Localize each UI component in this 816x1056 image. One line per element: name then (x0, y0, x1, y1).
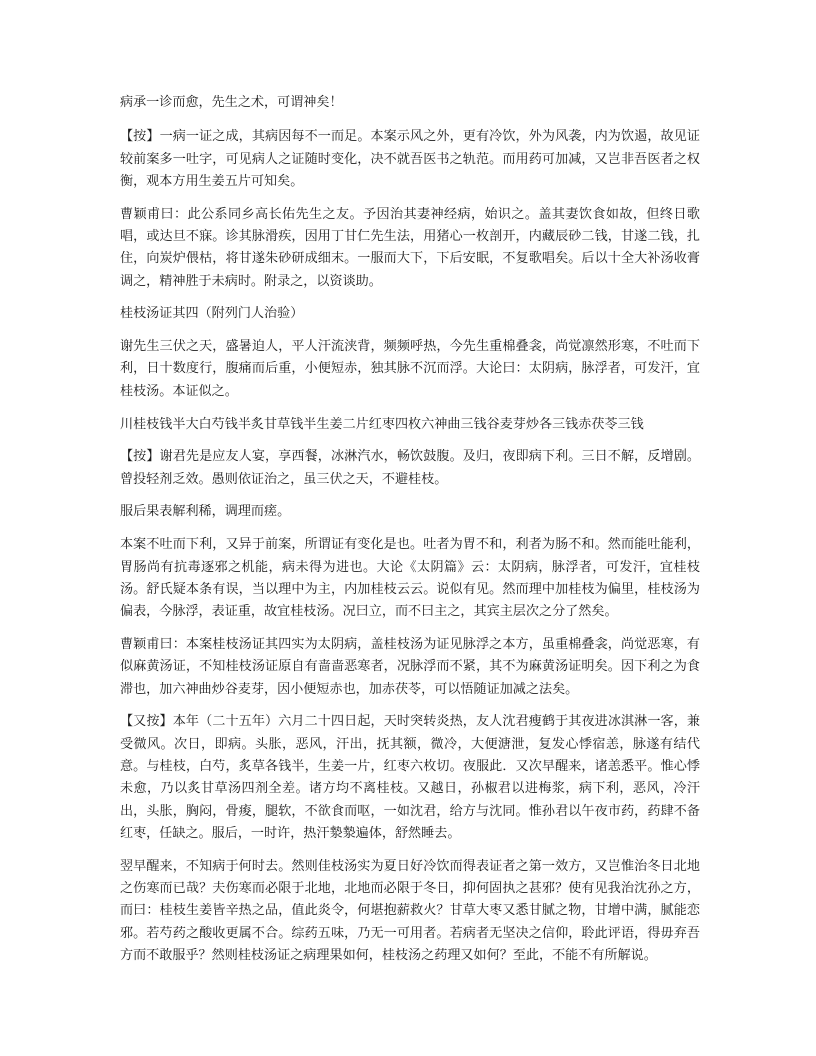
paragraph-text: 一病一证之成，其病因每不一而足。本案示风之外，更有冷饮，外为风袭，内为饮遏，故见证较前案多一吐字，可见病人之证随时变化，决不就吾医书之轨范。而用药可加减，又岂非吾医者之权衡，观本方用生姜五片可知矣。 (120, 129, 701, 189)
paragraph-9 (120, 534, 700, 623)
paragraph-4-section-heading (120, 303, 700, 325)
paragraph-text: 病承一诊而愈，先生之术，可谓神矣！ (120, 95, 343, 110)
paragraph-6-prescription (120, 414, 700, 436)
paragraph-2 (120, 126, 700, 193)
paragraph-text: 曹颖甫曰：此公系同乡高长佑先生之友。予因治其妻神经病，始识之。盖其妻饮食如故，但终日歌唱，或达旦不寐。诊其脉滑疾，因用丁甘仁先生法，用猪心一枚剖开，内藏辰砂二钱，甘遂二钱，扎住，向炭炉偎枯，将甘遂朱砂研成细末。一服而大下，下后安眠，不复歌唱矣。后以十全大补汤收膏调之，精神胜于未病时。附录之，以资谈助。 (120, 206, 700, 289)
paragraph-1 (120, 92, 700, 114)
paragraph-label: 【又按】 (120, 714, 173, 730)
paragraph-text: 本年（二十五年）六月二十四日起，天时突转炎热，友人沈君瘦鹤于其夜进冰淇淋一客，兼受微风。次日，即病。头胀，恶风，汗出，抚其额，微冷，大便溏泄，复发心悸宿恙，脉遂有结代意。与桂枝，白芍，炙草各钱半，生姜一片，红枣六枚切。夜服此．又次早醒来，诸恙悉平。惟心悸未愈，乃以炙甘草汤四剂全差。诸方均不离桂枝。又越日，孙椒君以进梅浆，病下利，恶风，冷汗出，头胀，胸闷，骨痠，腿软，不欲食而呕，一如沈君，给方与沈同。惟孙君以午夜市药，药肆不备红枣，任缺之。服后，一时许，热汗漐漐遍体，舒然睡去。 (120, 714, 701, 841)
paragraph-text: 谢先生三伏之天，盛暑迫人，平人汗流浃背，频频呼热，今先生重棉叠衾，尚觉凛然形寒，不吐而下利，日十数度行，腹痛而后重，小便短赤，独其脉不沉而浮。大论曰：太阴病，脉浮者，可发汗，宜桂枝汤。本证似之。 (120, 339, 700, 399)
paragraph-text: 本案不吐而下利，又异于前案，所谓证有变化是也。吐者为胃不和，利者为肠不和。然而能吐能利，胃肠尚有抗毒逐邪之机能，病未得为进也。大论《太阴篇》云：太阴病，脉浮者，可发汗，宜桂枝汤。舒氏疑本条有误，当以理中为主，内加桂枝云云。说似有见。然而理中加桂枝为偏里，桂枝汤为偏表，今脉浮，表证重，故宜桂枝汤。况曰立，而不曰主之，其宾主层次之分了然矣。 (120, 537, 700, 620)
paragraph-11 (120, 711, 700, 845)
paragraph-3 (120, 204, 700, 293)
paragraph-label: 【按】 (120, 129, 160, 145)
paragraph-text: 桂枝汤证其四（附列门人治验） (120, 306, 304, 322)
paragraph-7 (120, 446, 700, 491)
paragraph-text: 服后果表解利稀，调理而瘥。 (120, 504, 291, 520)
paragraph-8 (120, 501, 700, 523)
paragraph-12 (120, 856, 700, 967)
paragraph-label: 【按】 (120, 449, 160, 465)
paragraph-5 (120, 336, 700, 403)
paragraph-text: 曹颖甫曰：本案桂枝汤证其四实为太阴病，盖桂枝汤为证见脉浮之本方，虽重棉叠衾，尚觉恶寒，有似麻黄汤证，不知桂枝汤证原自有啬啬恶寒者，况脉浮而不紧，其不为麻黄汤证明矣。因下利之为食滞也，加六神曲炒谷麦芽，因小便短赤也，加赤茯苓，可以悟随证加减之法矣。 (120, 636, 700, 697)
paragraph-10 (120, 634, 700, 701)
paragraph-text: 谢君先是应友人宴，享西餐，冰淋汽水，畅饮鼓腹。及归，夜即病下利。三日不解，反增剧。曾投轻剂乏效。愚则依证治之，虽三伏之天，不避桂枝。 (120, 449, 701, 487)
paragraph-text: 翌早醒来，不知病于何时去。然则佳枝汤实为夏日好冷饮而得表证者之第一效方，又岂惟治冬日北地之伤寒而已哉？夫伤寒而必限于北地，北地而必限于冬日，抑何固执之甚邪？使有见我治沈孙之方，而曰：桂枝生姜皆辛热之品，值此炎令，何堪抱薪救火？甘草大枣又悉甘腻之物，甘增中满，腻能恋邪。若芍药之酸收更属不合。综药五味，乃无一可用者。若病者无坚决之信仰，聆此评语，得毋弃吾方而不敢服乎？然则桂枝汤证之病理果如何，桂枝汤之药理又如何？至此，不能不有所解说。 (120, 858, 700, 963)
paragraph-text: 川桂枝钱半大白芍钱半炙甘草钱半生姜二片红枣四枚六神曲三钱谷麦芽炒各三钱赤茯苓三钱 (120, 416, 644, 432)
document-body (120, 92, 700, 978)
